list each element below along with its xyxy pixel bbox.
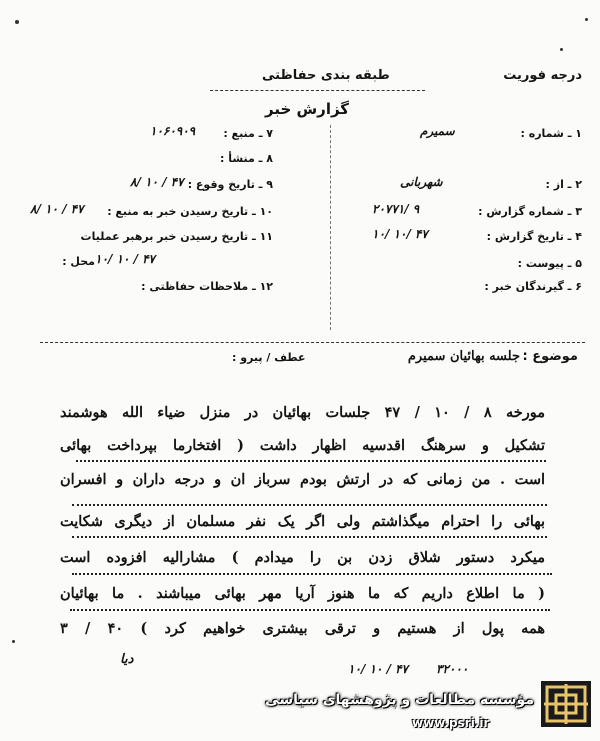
body-line-3: است . من زمانی که در ارتش بودم سرباز ان و درجه داران و افسران (60, 471, 545, 488)
classification-label: طبقه بندی حفاظتی (262, 68, 390, 83)
underline-1 (76, 456, 546, 462)
underline-3 (72, 532, 547, 538)
watermark-name: مؤسسه مطالعات و پژوهشهای سیاسی (265, 692, 534, 708)
scan-speck (12, 640, 15, 643)
underline-5 (70, 605, 550, 611)
field-source-label: ۷ ـ منبع : (223, 127, 273, 140)
body-line-4: بهائی را احترام میگذاشتم ولی اگر یک نفر مسلمان از دیگری شکایت (60, 513, 545, 530)
underline-4 (72, 569, 552, 575)
field-security-notes-label: ۱۲ ـ ملاحظات حفاظتی : (141, 280, 273, 293)
field-from-label: ۲ ـ از : (545, 178, 582, 191)
body-line-6: ( ما اطلاع داریم که ما هنوز آریا مهر بهائی میباشند . ما بهائیان (60, 585, 545, 602)
urgency-label: درجه فوریت (503, 68, 582, 83)
field-origin-label: ۸ ـ منشأ : (220, 152, 273, 165)
scan-speck (585, 18, 588, 21)
field-place-label: محل : (62, 255, 95, 268)
column-divider (330, 125, 331, 330)
field-report-date-label: ۴ ـ تاریخ گزارش : (486, 230, 582, 243)
scan-speck (15, 20, 19, 24)
field-report-number-value: ۲۰۷۷۱/ ۹ (372, 202, 420, 216)
field-recipients-label: ۶ ـ گیرندگان خبر : (484, 280, 582, 293)
field-receipt-source-label: ۱۰ ـ تاریخ رسیدن خبر به منبع : (107, 205, 273, 218)
field-source-value: ۱۰۶۰۹۰۹ (150, 124, 196, 138)
institute-logo (541, 681, 591, 727)
field-place-value: ۱۰/ ۱۰ / ۴۷ (95, 252, 155, 266)
field-number-label: ۱ ـ شماره : (520, 127, 582, 140)
report-title: گزارش خبر (265, 100, 350, 118)
subject-value: جلسه بهائیان سمیرم (407, 349, 520, 364)
field-number-value: سمیرم (420, 124, 455, 138)
scan-speck (560, 48, 563, 51)
signature-mark: دیا (120, 652, 134, 667)
reference-label: عطف / پیرو : (232, 351, 306, 364)
body-line-2: تشکیل و سرهنگ اقدسیه اظهار داشت ( افتخارما بپرداخت بهائی (60, 437, 545, 454)
field-receipt-source-value: ۸/ ۱۰ / ۴۷ (30, 202, 84, 216)
bottom-reference: ۱۰/ ۱۰ / ۴۷ (348, 662, 408, 676)
field-receipt-leader-label: ۱۱ ـ تاریخ رسیدن خبر برهبر عملیات (80, 230, 273, 243)
bottom-code: ۳۲۰۰۰ (436, 662, 469, 676)
body-line-5: میکرد دستور شلاق زدن بن را میدادم ) مشارالیه افزوده است (60, 549, 545, 566)
underline-2 (72, 500, 547, 506)
subject-label: موضوع : (522, 349, 578, 364)
body-line-1: مورخه ۸ / ۱۰ / ۴۷ جلسات بهائیان در منزل ضیاء الله هوشمند (60, 404, 545, 421)
header-dash (210, 90, 425, 91)
field-occurrence-value: ۸/ ۱۰ / ۴۷ (130, 175, 184, 189)
body-line-7: همه پول از هستیم و ترقی بیشتری خواهیم کرد ) ۴۰ / ۳ (60, 620, 545, 637)
field-report-date-value: ۱۰/ ۱۰/ ۴۷ (372, 227, 428, 241)
watermark-url: www.psri.ir (412, 716, 490, 730)
field-occurrence-label: ۹ ـ تاریخ وقوع : (187, 178, 273, 191)
logo-knot-icon (541, 681, 591, 727)
field-report-number-label: ۳ ـ شماره گزارش : (478, 205, 582, 218)
field-from-value: شهربانی (400, 175, 443, 189)
form-divider (40, 342, 585, 343)
field-attachment-label: ۵ ـ پیوست : (517, 257, 582, 270)
